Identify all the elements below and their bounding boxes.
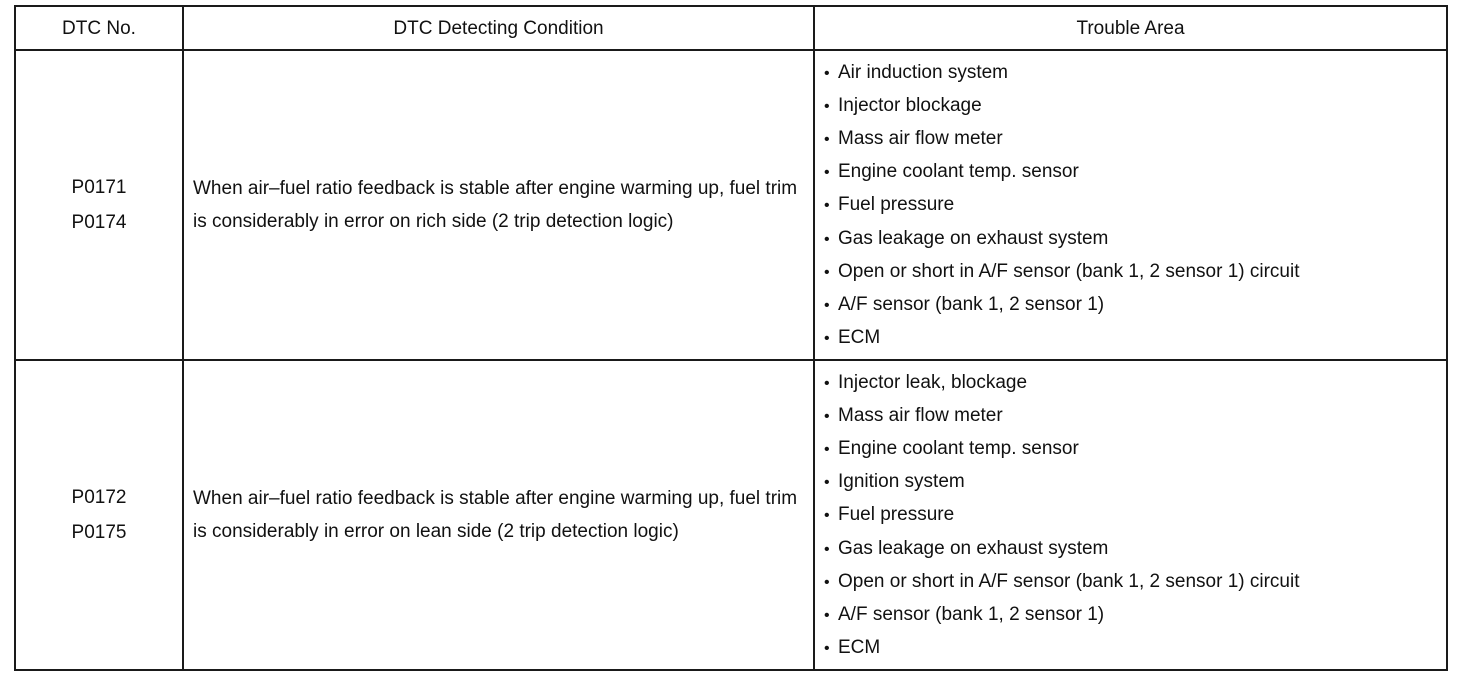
bullet-icon: • [824,640,830,658]
dtc-code: P0175 [71,522,127,543]
list-item [824,598,1446,631]
trouble-area-item: Gas leakage on exhaust system [838,537,1109,559]
trouble-area-cell [814,50,1447,360]
list-item [824,288,1446,321]
bullet-icon: • [824,606,830,624]
trouble-area-item: Injector blockage [838,94,982,116]
bullet-icon: • [824,64,830,82]
bullet-icon: • [824,330,830,348]
list-item [824,532,1446,565]
bullet-icon: • [824,131,830,149]
list-item [824,631,1446,664]
trouble-area-item: ECM [838,637,881,659]
list-item [824,565,1446,598]
list-item [824,465,1446,498]
dtc-code-cell [15,360,183,670]
list-item [824,366,1446,399]
dtc-code-cell [15,50,183,360]
trouble-area-item: Air induction system [838,61,1009,83]
header-dtc-no: DTC No. [15,6,183,50]
table-row [15,50,1447,360]
list-item [824,399,1446,432]
dtc-table [14,5,1448,671]
bullet-icon: • [824,197,830,215]
bullet-icon: • [824,164,830,182]
trouble-area-item: Mass air flow meter [838,404,1003,426]
list-item [824,321,1446,354]
bullet-icon: • [824,441,830,459]
dtc-code: P0171 [71,177,127,198]
header-trouble-area: Trouble Area [814,6,1447,50]
trouble-area-item: Gas leakage on exhaust system [838,227,1109,249]
bullet-icon: • [824,573,830,591]
list-item [824,89,1446,122]
trouble-area-item: Ignition system [838,471,965,493]
list-item [824,255,1446,288]
bullet-icon: • [824,263,830,281]
bullet-icon: • [824,296,830,314]
trouble-area-item: A/F sensor (bank 1, 2 sensor 1) [838,603,1105,625]
trouble-area-item: Mass air flow meter [838,128,1003,150]
header-detecting-condition: DTC Detecting Condition [183,6,814,50]
list-item [824,122,1446,155]
detecting-condition-cell: When air–fuel ratio feedback is stable after engine warming up, fuel trim is considerably in error on rich side (2 trip detection logic) [183,50,814,360]
list-item [824,56,1446,89]
list-item [824,222,1446,255]
bullet-icon: • [824,374,830,392]
bullet-icon: • [824,507,830,525]
bullet-icon: • [824,97,830,115]
trouble-area-item: Fuel pressure [838,194,955,216]
list-item [824,155,1446,188]
table-header-row [15,6,1447,50]
bullet-icon: • [824,540,830,558]
trouble-area-list [824,366,1446,665]
trouble-area-cell [814,360,1447,670]
list-item [824,188,1446,221]
trouble-area-item: ECM [838,327,881,349]
dtc-code: P0174 [71,212,127,233]
list-item [824,498,1446,531]
trouble-area-item: Open or short in A/F sensor (bank 1, 2 sensor 1) circuit [838,570,1300,592]
trouble-area-item: Engine coolant temp. sensor [838,161,1079,183]
trouble-area-list [824,56,1446,355]
bullet-icon: • [824,474,830,492]
trouble-area-item: Fuel pressure [838,504,955,526]
trouble-area-item: Engine coolant temp. sensor [838,438,1079,460]
bullet-icon: • [824,407,830,425]
bullet-icon: • [824,230,830,248]
detecting-condition-cell: When air–fuel ratio feedback is stable after engine warming up, fuel trim is considerably in error on lean side (2 trip detection logic) [183,360,814,670]
list-item [824,432,1446,465]
trouble-area-item: Open or short in A/F sensor (bank 1, 2 sensor 1) circuit [838,260,1300,282]
table-row [15,360,1447,670]
trouble-area-item: Injector leak, blockage [838,371,1028,393]
dtc-code: P0172 [71,487,127,508]
trouble-area-item: A/F sensor (bank 1, 2 sensor 1) [838,293,1105,315]
